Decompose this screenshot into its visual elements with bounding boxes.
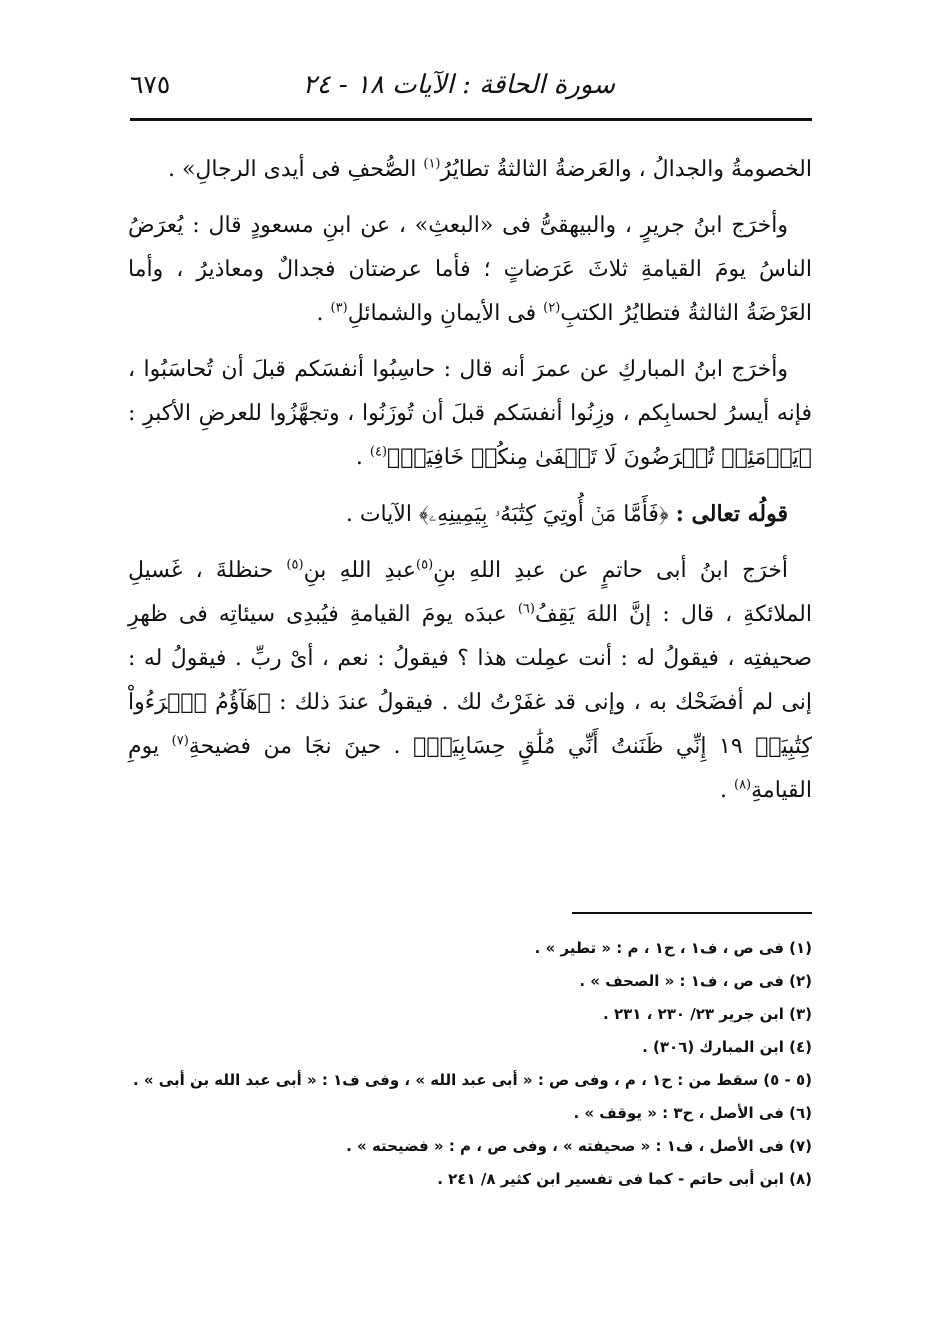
paragraph-2: وأخرَج ابنُ جريرٍ ، والبيهقىُّ فى «البعثِ» ، عن ابنِ مسعودٍ قال : يُعرَضُ الناسُ يومَ القيامةِ ثلاثَ عَرَضاتٍ ؛ فأما عرضتان فجدالٌ ومعاذيرُ ، وأما العَرْضَةُ الثالثةُ فتطايُرُ الكتبِ$^{(٢)}$ فى الأيمانِ والشمائلِ$^{(٣)}$ . bbox=[128, 213, 812, 326]
header-title: سورة الحاقة : الآيات ١٨ - ٢٤ bbox=[302, 70, 615, 100]
section-heading: قولُه تعالى : bbox=[675, 501, 788, 527]
footnotes bbox=[128, 932, 812, 1196]
footnote-3: (٣) ابن جرير ٢٣/ ٢٣٠ ، ٢٣١ . bbox=[603, 1005, 812, 1023]
footnote-ref-5a: (٥) bbox=[416, 557, 434, 573]
running-header bbox=[130, 70, 810, 110]
footnote-5: (٥ - ٥) سقط من : ح١ ، م ، وفى ص : « أبى عبد الله » ، وفى ف١ : « أبى عبد الله بن أبى » . bbox=[132, 1071, 812, 1089]
footnote-2: (٢) فى ص ، ف١ : « الصحف » . bbox=[579, 972, 812, 990]
footnote-separator bbox=[572, 912, 812, 914]
footnote-4: (٤) ابن المبارك (٣٠٦) . bbox=[642, 1038, 812, 1056]
footnote-ref-1: (١) bbox=[423, 156, 441, 172]
paragraph-5: أخرَج ابنُ أبى حاتمٍ عن عبدِ اللهِ بنِ$^{(٥)}$عبدِ اللهِ بنِ$^{(٥)}$ حنظلةَ ، غَسيلِ الملائكةِ ، قال : إنَّ اللهَ يَقِفُ$^{(٦)}$ عبدَه يومَ القيامةِ فيُبدِى سيئاتِه فى ظهرِ صحيفتِه ، فيقولُ له : أنت عمِلت هذا ؟ فيقولُ : نعم ، أىْ ربِّ . فيقولُ له : إنى لم أفضَحْك به ، وإنى قد غفَرْتُ لك . فيقولُ عندَ ذلك : ﴿هَآؤُمُ ٱقۡرَءُواْ كِتَٰبِيَهۡ ١٩ إِنِّي ظَنَنتُ أَنِّي مُلَٰقٍ حِسَابِيَهۡ﴾ . حينَ نجَا من فضيحةِ$^{(٧)}$ يومِ القيامةِ$^{(٨)}$ . bbox=[128, 557, 813, 803]
paragraph-1: الخصومةُ والجدالُ ، والعَرضةُ الثالثةُ تطايُرُ$^{(١)}$ الصُّحفِ فى أيدى الرجالِ» . bbox=[167, 156, 812, 182]
page-number: ٦٧٥ bbox=[130, 70, 171, 99]
footnote-ref-4: (٤) bbox=[369, 444, 388, 460]
paragraph-4: قولُه تعالى : ﴿فَأَمَّا مَنۡ أُوتِيَ كِتَٰبَهُۥ بِيَمِينِهِۦ﴾ الآيات . bbox=[345, 501, 788, 527]
footnote-ref-5b: (٥) bbox=[286, 557, 304, 573]
footnote-ref-3: (٣) bbox=[330, 300, 348, 316]
footnote-ref-2: (٢) bbox=[543, 300, 561, 316]
footnote-8: (٨) ابن أبى حاتم - كما فى تفسير ابن كثير ٨/ ٢٤١ . bbox=[437, 1170, 812, 1188]
header-rule bbox=[130, 118, 812, 121]
main-text bbox=[128, 148, 812, 825]
footnote-7: (٧) فى الأصل ، ف١ : « صحيفته » ، وفى ص ، م : « فضيحته » . bbox=[346, 1137, 812, 1155]
footnote-ref-6: (٦) bbox=[517, 601, 535, 617]
footnote-ref-7: (٧) bbox=[171, 733, 189, 749]
footnote-6: (٦) فى الأصل ، ح٣ : « يوقف » . bbox=[573, 1104, 812, 1122]
footnote-1: (١) فى ص ، ف١ ، ح١ ، م : « تطير » . bbox=[534, 939, 812, 957]
footnote-ref-8: (٨) bbox=[733, 777, 752, 793]
paragraph-3: وأخرَج ابنُ المباركِ عن عمرَ أنه قال : حاسِبُوا أنفسَكم قبلَ أن تُحاسَبُوا ، فإنه أيسرُ لحسابِكم ، وزِنُوا أنفسَكم قبلَ أن تُوزَنُوا ، وتجهَّزُوا للعرضِ الأكبرِ : ﴿يَوۡمَئِذٖ تُعۡرَضُونَ لَا تَخۡفَىٰ مِنكُمۡ خَافِيَةٞ﴾$^{(٤)}$ . bbox=[128, 357, 812, 470]
